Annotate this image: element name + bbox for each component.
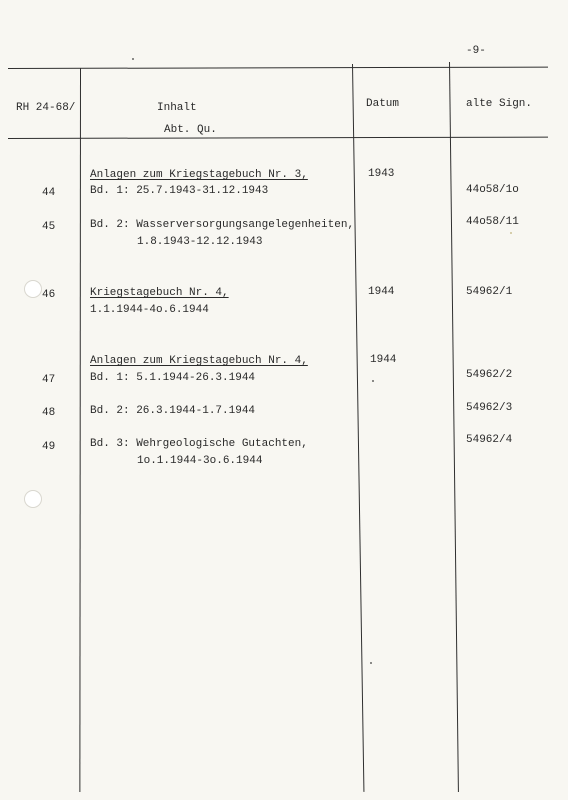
group-heading: Anlagen zum Kriegstagebuch Nr. 3,: [90, 169, 308, 181]
paper-speck: [510, 232, 512, 234]
column-divider-3: [449, 62, 459, 792]
entry-old-signature: 54962/3: [466, 402, 513, 414]
paper-speck: [132, 58, 134, 60]
page-number: -9-: [466, 45, 486, 57]
header-bottom-rule: [8, 137, 548, 139]
entry-number: 45: [42, 221, 56, 233]
entry-old-signature: 54962/4: [466, 434, 513, 446]
entry-number: 46: [42, 289, 56, 301]
entry-text: Bd. 1: 5.1.1944-26.3.1944: [90, 372, 256, 384]
group-heading: Anlagen zum Kriegstagebuch Nr. 4,: [90, 355, 308, 367]
entry-number: 47: [42, 374, 56, 386]
entry-date: 1943: [368, 168, 395, 180]
entry-old-signature: 54962/1: [466, 286, 513, 298]
header-top-rule: [8, 67, 548, 69]
group-heading: Kriegstagebuch Nr. 4,: [90, 287, 229, 299]
entry-text: Bd. 1: 25.7.1943-31.12.1943: [90, 185, 269, 197]
entry-number: 44: [42, 187, 56, 199]
entry-text: 1.1.1944-4o.6.1944: [90, 304, 209, 316]
punch-hole-top: [24, 280, 42, 298]
column-divider-2: [352, 64, 364, 792]
entry-date: 1944: [370, 354, 397, 366]
entry-old-signature: 44o58/11: [466, 216, 519, 228]
entry-number: 48: [42, 407, 56, 419]
paper-speck: [372, 380, 374, 382]
entry-date: 1944: [368, 286, 395, 298]
entry-old-signature: 54962/2: [466, 369, 513, 381]
header-subcontent: Abt. Qu.: [164, 124, 217, 136]
entry-old-signature: 44o58/1o: [466, 184, 519, 196]
entry-text: Bd. 3: Wehrgeologische Gutachten,: [90, 438, 308, 450]
entry-text: Bd. 2: 26.3.1944-1.7.1944: [90, 405, 256, 417]
header-signature: RH 24-68/: [16, 102, 76, 114]
entry-number: 49: [42, 441, 56, 453]
punch-hole-bottom: [24, 490, 42, 508]
paper-speck: [370, 662, 372, 664]
entry-text: Bd. 2: Wasserversorgungsangelegenheiten,: [90, 219, 355, 231]
entry-text-continuation: 1.8.1943-12.12.1943: [137, 236, 263, 248]
header-content: Inhalt: [157, 102, 197, 114]
header-date: Datum: [366, 98, 400, 110]
header-old-signature: alte Sign.: [466, 98, 533, 110]
column-divider-1: [79, 68, 81, 792]
entry-text-continuation: 1o.1.1944-3o.6.1944: [137, 455, 263, 467]
